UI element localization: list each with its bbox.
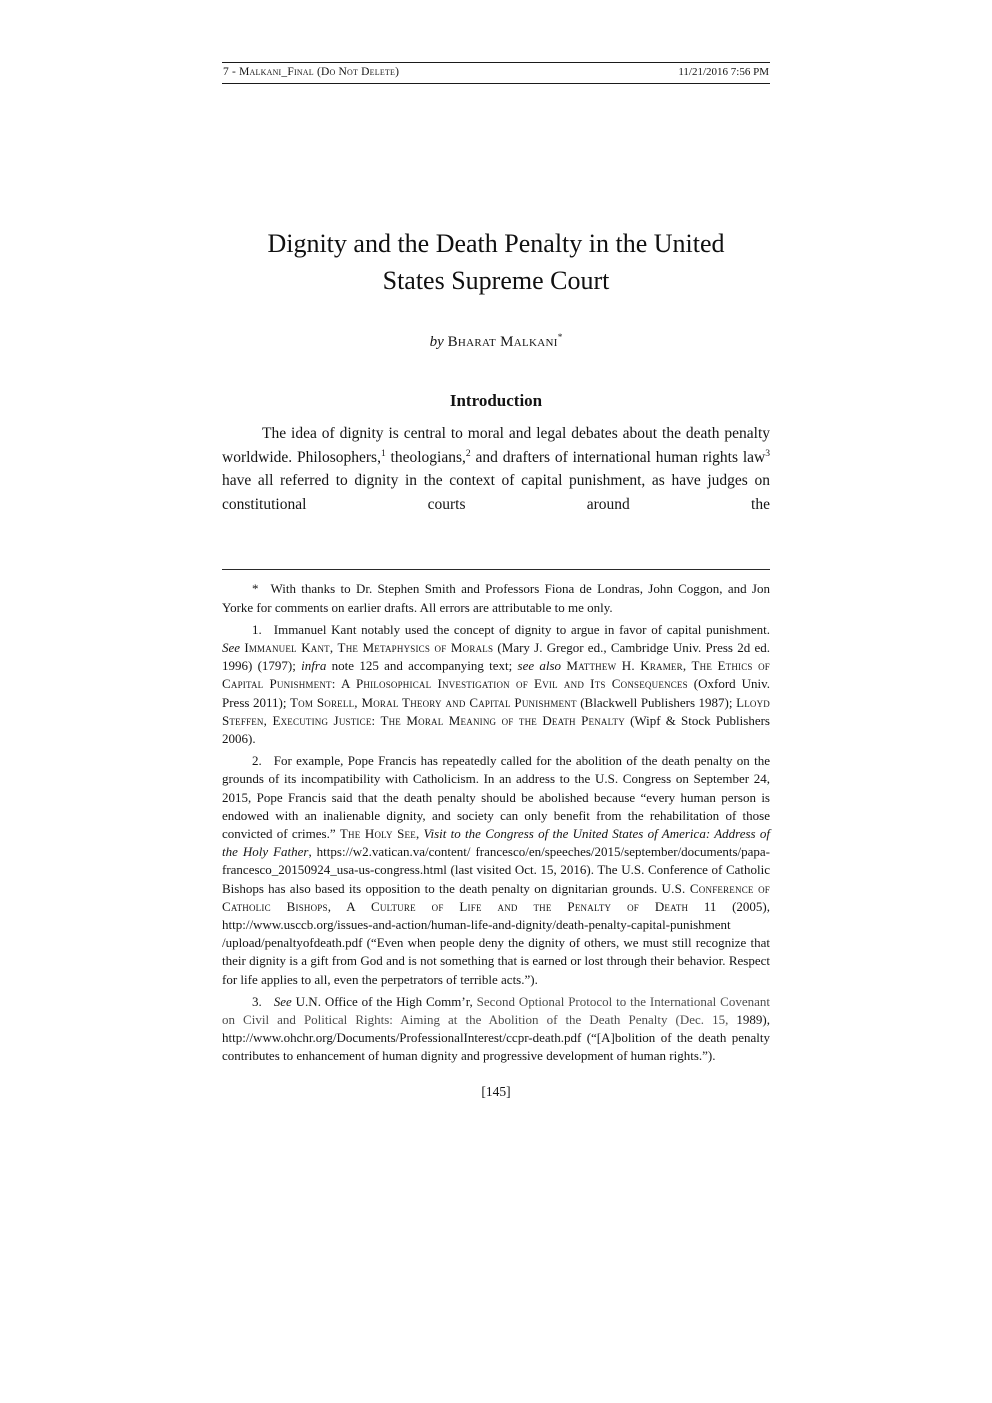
footnote-text: For example, Pope Francis has repeatedly called for the abolition of the death penalty on the grounds of its incompatibility with Catholicism. In an address to the U.S. Congress on September 24, 2015, Pope Francis said that the death penalty should be abolished because “every human person is endowed with an inalienable dignity, and society can only benefit from the rehabilitation of those convicted of crimes.” The Holy See, Visit to the Congress of the United States of America: Address of the Holy Father, https://w2.vatican.va/content/ francesco/en/speeches/2015/september/documents/papa-francesco_20150924_usa-us-congress.html (last visited Oct. 15, 2016). The U.S. Conference of Catholic Bishops has also based its opposition to the death penalty on dignitarian grounds. U.S. Conference of Catholic Bishops, A Culture of Life and the Penalty of Death 11 (2005), http://www.usccb.org/issues-and-action/human-life-and-dignity/death-penalty-capital-punishment /upload/penaltyofdeath.pdf (“Even when people deny the dignity of others, we must still recognize that their dignity is a gift from God and is not something that is earned or lost through their behavior. Respect for life applies to all, even the perpetrators of terrible acts.”). bbox=[222, 753, 770, 987]
footnote-text: See U.N. Office of the High Comm’r, Second Optional Protocol to the International Covenant on Civil and Political Rights: Aiming at the Abolition of the Death Penalty (Dec. 15, 1989), http://www.ohchr.org/Documents/ProfessionalInterest/ccpr-death.pdf (“[A]bolition of the death penalty contributes to enhancement of human dignity and progressive development of human rights.”). bbox=[222, 993, 770, 1064]
article-title-line-1: Dignity and the Death Penalty in the United bbox=[267, 229, 725, 258]
footnote-text: With thanks to Dr. Stephen Smith and Professors Fiona de Londras, John Coggon, and Jon Yorke for comments on earlier drafts. All errors are attributable to me only. bbox=[222, 581, 770, 615]
intro-paragraph: The idea of dignity is central to moral and legal debates about the death penalty worldwide. Philosophers,$^1$ theologians,$^2$ and drafters of international human rights law$^3$ have all referred to dignity in the context of capital punishment, as have judges on constitutional courts around the bbox=[222, 425, 770, 513]
footnote-star bbox=[222, 580, 770, 616]
header-timestamp: 11/21/2016 7:56 PM bbox=[678, 66, 769, 78]
byline: by Bharat Malkani* bbox=[429, 333, 563, 350]
page-number: [145] bbox=[481, 1083, 511, 1099]
footnote-1 bbox=[222, 621, 770, 748]
footnote-area bbox=[222, 569, 770, 1065]
footnote-3 bbox=[222, 993, 770, 1066]
section-heading-introduction: Introduction bbox=[449, 391, 543, 410]
footnote-marker: 2. bbox=[252, 753, 262, 769]
article-title-line-2: States Supreme Court bbox=[382, 266, 610, 295]
header-file-label: 7 - Malkani_Final (Do Not Delete) bbox=[223, 66, 400, 78]
running-header bbox=[222, 62, 770, 84]
article-title bbox=[222, 225, 770, 299]
footnote-text: Immanuel Kant notably used the concept of dignity to argue in favor of capital punishment. See Immanuel Kant, The Metaphysics of Morals (Mary J. Gregor ed., Cambridge Univ. Press 2d ed. 1996) (1797); infra note 125 and accompanying text; see also Matthew H. Kramer, The Ethics of Capital Punishment: A Philosophical Investigation of Evil and Its Consequences (Oxford Univ. Press 2011); Tom Sorell, Moral Theory and Capital Punishment (Blackwell Publishers 1987); Lloyd Steffen, Executing Justice: The Moral Meaning of the Death Penalty (Wipf & Stock Publishers 2006). bbox=[222, 621, 770, 746]
page-content bbox=[222, 0, 770, 1100]
footnote-marker: 1. bbox=[252, 621, 262, 637]
footnote-marker: 3. bbox=[252, 993, 262, 1009]
footnote-2 bbox=[222, 752, 770, 989]
footnote-marker: * bbox=[252, 581, 259, 597]
